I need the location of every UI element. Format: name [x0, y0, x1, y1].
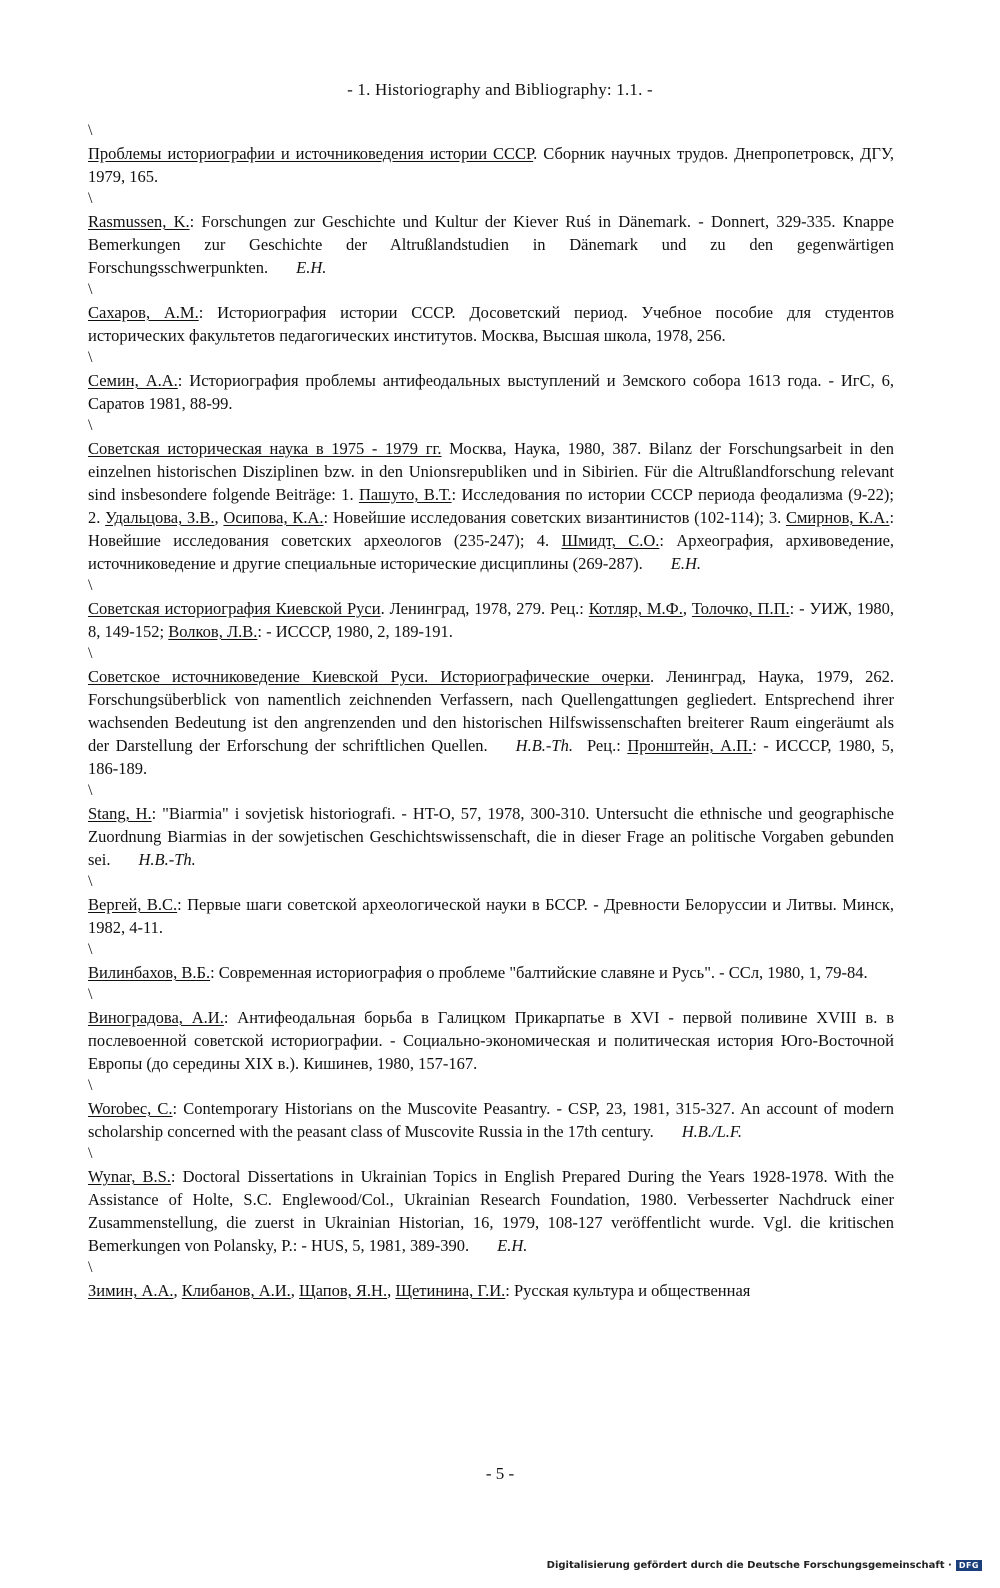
entry-author: Виноградова, А.И. [88, 1008, 224, 1027]
bibliography-entry: Проблемы историографии и источниковедения истории СССР. Сборник научных трудов. Днепропетровск, ДГУ, 1979, 165. [88, 144, 894, 186]
bibliography-entry: Советская историческая наука в 1975 - 1979 гг. Москва, Наука, 1980, 387. Bilanz der Forschungsarbeit in den einzelnen historischen Disziplinen bzw. in den Unionsrepubliken und in Sibirien. Für die Altrußlandforschung relevant sind insbesondere folgende Beiträge: 1. Пашуто, В.Т.: Исследования по истории СССР периода феодализма (9-22); 2. Удальцова, З.В., Осипова, К.А.: Новейшие исследования советских византинистов (102-114); 3. Смирнов, К.А.: Новейшие исследования советских археологов (235-247); 4. Шмидт, С.О.: Археография, архивоведение, источниковедение и другие специальные исторические дисциплины (269-287). E.H. [88, 439, 895, 573]
reviewer-initials: H.B.-Th. [515, 736, 573, 755]
bibliography-entry: Виноградова, А.И.: Антифеодальная борьба в Галицком Прикарпатье в XVI - первой поливине XVIII в. в послевоенной советской историографии. - Социально-экономическая и политическая история Юго-Восточной Европы (до середины XIX в.). Кишинев, 1980, 157-167. [88, 1008, 894, 1073]
entry-author: Пронштейн, А.П. [627, 736, 753, 755]
bibliography-entry: Вилинбахов, В.Б.: Современная историография о проблеме "балтийские славяне и Русь". - ССл, 1980, 1, 79-84. [88, 963, 868, 982]
entry-author: Шмидт, С.О. [561, 531, 660, 550]
entry-separator: \ [88, 645, 93, 662]
entry-title: Советская историография Киевской Руси [88, 599, 381, 618]
page-number: - 5 - [485, 1464, 515, 1483]
reviewer-initials: E.H. [670, 554, 702, 573]
entry-separator: \ [88, 349, 93, 366]
entry-separator: \ [88, 941, 93, 958]
bibliography-entry: Зимин, А.А., Клибанов, А.И., Щапов, Я.Н., Щетинина, Г.И.: Русская культура и общественная [88, 1281, 751, 1300]
bibliography-entry: Советская историография Киевской Руси. Ленинград, 1978, 279. Рец.: Котляр, М.Ф., Толочко, П.П.: - УИЖ, 1980, 8, 149-152; Волков, Л.В.: - ИССCР, 1980, 2, 189-191. [88, 599, 895, 641]
bibliography-entry: Советское источниковедение Киевской Руси. Историографические очерки. Ленинград, Наука, 1979, 262. Forschungsüberblick von namentlich zeichnenden Verfassern, nach Quellengattungen gegliedert. Entsprechend ihrer wachsenden Bedeutung ist den angrenzenden und den historischen Hilfswissenschaften breiterer Raum eingeräumt als der Darstellung der Erforschung der schriftlichen Quellen. H.B.-Th. Рец.: Пронштейн, А.П.: - ИССCР, 1980, 5, 186-189. [88, 667, 895, 778]
entry-author: Котляр, М.Ф. [588, 599, 683, 618]
bibliography-entry: Worobec, C.: Contemporary Historians on the Muscovite Peasantry. - CSP, 23, 1981, 315-327. An account of modern scholarship concerned with the peasant class of Muscovite Russia in the 17th century. H.B./L.F. [88, 1099, 895, 1141]
bibliography-entry: Rasmussen, K.: Forschungen zur Geschichte und Kultur der Kiever Ruś in Dänemark. - Donnert, 329-335. Knappe Bemerkungen zur Geschichte der Altrußlandstudien in Dänemark und zu den gegenwärtigen Forschungsschwerpunkten. E.H. [88, 212, 894, 277]
reviewer-initials: E.H. [497, 1236, 528, 1255]
entry-separator: \ [88, 782, 93, 799]
reviewer-initials: E.H. [296, 258, 327, 277]
dfg-logo-icon: DFG [956, 1560, 982, 1571]
footer-text: Digitalisierung gefördert durch die Deutsche Forschungsgemeinschaft · [546, 1560, 952, 1571]
entry-author: Щетинина, Г.И. [395, 1281, 506, 1300]
entry-title: Проблемы историографии и источниковедения истории СССР [88, 144, 534, 163]
running-header: - 1. Historiography and Bibliography: 1.1. - [347, 80, 653, 99]
reviewer-initials: H.B.-Th. [138, 850, 196, 869]
entry-author: Пашуто, В.Т. [358, 485, 452, 504]
bibliography-entry: Семин, А.А.: Историография проблемы антифеодальных выступлений и Земского собора 1613 года. - ИгС, 6, Саратов 1981, 88-99. [88, 371, 894, 413]
entry-author: Клибанов, А.И. [181, 1281, 291, 1300]
entry-author: Rasmussen, K. [88, 212, 190, 231]
bibliography-entry: Сахаров, А.М.: Историография истории СССР. Досоветский период. Учебное пособие для студентов исторических факультетов педагогических институтов. Москва, Высшая школа, 1978, 256. [88, 303, 894, 345]
entry-separator: \ [88, 281, 93, 298]
entry-separator: \ [88, 986, 93, 1003]
entry-separator: \ [88, 577, 93, 594]
entry-separator: \ [88, 1145, 93, 1162]
entry-author: Worobec, C. [88, 1099, 173, 1118]
entry-separator: \ [88, 1259, 93, 1276]
entry-author: Щапов, Я.Н. [299, 1281, 388, 1300]
entry-separator: \ [88, 873, 93, 890]
entry-author: Stang, H. [88, 804, 152, 823]
entry-separator: \ [88, 190, 93, 207]
entry-author: Вергей, В.С. [88, 895, 178, 914]
entry-separator: \ [88, 122, 93, 139]
entry-author: Вилинбахов, В.Б. [88, 963, 211, 982]
entry-author: Сахаров, А.М. [88, 303, 199, 322]
digitization-footer [547, 1560, 982, 1571]
entry-author: Смирнов, К.А. [785, 508, 890, 527]
reviewer-initials: H.B./L.F. [681, 1122, 742, 1141]
bibliography-entry: Stang, H.: "Biarmia" i sovjetisk historiografi. - HT-O, 57, 1978, 300-310. Untersucht die ethnische und geographische Zuordnung Biarmias in der sowjetischen Geschichtswissenschaft, die in dieser Frage an politische Vorgaben gebunden sei. H.B.-Th. [88, 804, 894, 869]
entry-author: Удальцова, З.В. [105, 508, 215, 527]
bibliography-entry: Вергей, В.С.: Первые шаги советской археологической науки в БССР. - Древности Белоруссии и Литвы. Минск, 1982, 4-11. [88, 895, 894, 937]
entry-separator: \ [88, 1077, 93, 1094]
bibliography-list [88, 120, 894, 1302]
entry-author: Волков, Л.В. [168, 622, 258, 641]
entry-author: Wynar, B.S. [88, 1167, 171, 1186]
entry-separator: \ [88, 417, 93, 434]
bibliography-entry: Wynar, B.S.: Doctoral Dissertations in Ukrainian Topics in English Prepared During the Years 1928-1978. With the Assistance of Holte, S.C. Englewood/Col., Ukrainian Research Foundation, 1980. Verbesserter Nachdruck einer Zusammenstellung, die zuerst in Ukrainian Historian, 16, 1979, 108-127 veröffentlicht wurde. Vgl. die kritischen Bemerkungen von Polansky, P.: - HUS, 5, 1981, 389-390. E.H. [88, 1167, 894, 1255]
entry-author: Зимин, А.А. [88, 1281, 174, 1300]
entry-author: Осипова, К.А. [223, 508, 324, 527]
entry-author: Семин, А.А. [88, 371, 178, 390]
entry-title: Советская историческая наука в 1975 - 1979 гг. [88, 439, 442, 458]
entry-title: Советское источниковедение Киевской Руси. Историографические очерки [88, 667, 651, 686]
entry-author: Толочко, П.П. [691, 599, 790, 618]
